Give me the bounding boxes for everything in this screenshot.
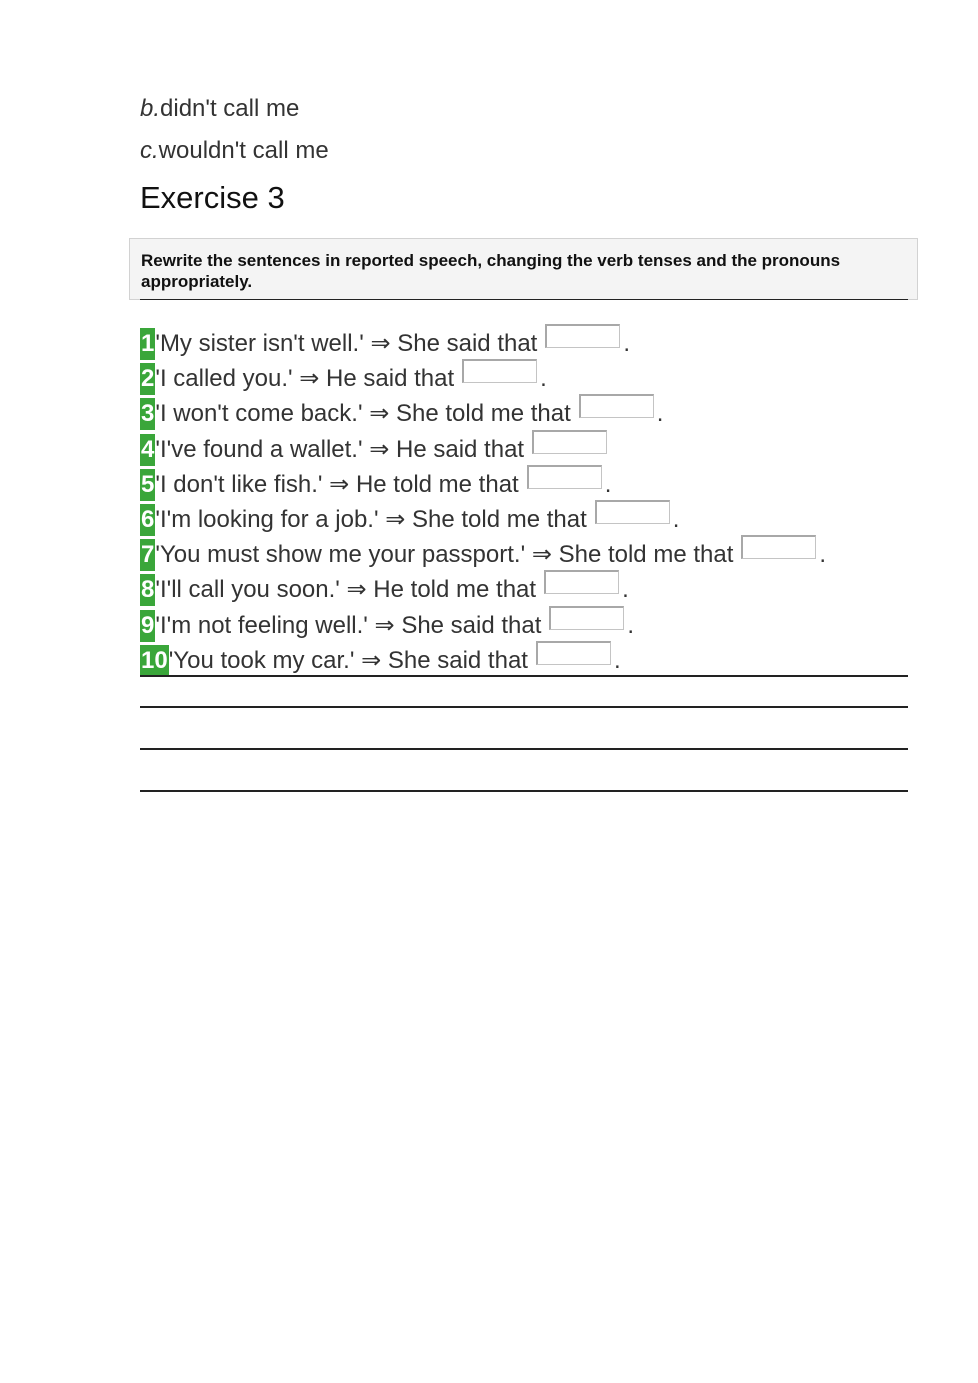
option-text: didn't call me	[160, 95, 300, 122]
answer-input[interactable]	[536, 641, 611, 665]
exercise-title: Exercise 3	[140, 180, 285, 215]
answer-input[interactable]	[549, 606, 624, 630]
answer-input[interactable]	[544, 570, 619, 594]
item-number-badge: 6	[140, 504, 155, 536]
exercise-item-3	[140, 398, 908, 433]
exercise-list	[140, 328, 908, 680]
exercise-item-6	[140, 504, 908, 539]
exercise-item-1	[140, 328, 908, 363]
answer-option-b	[140, 95, 299, 123]
writing-line	[140, 675, 908, 677]
answer-input[interactable]	[532, 430, 607, 454]
item-number-badge: 10	[140, 645, 169, 677]
answer-input[interactable]	[741, 535, 816, 559]
exercise-item-2	[140, 363, 908, 398]
item-prompt: 'My sister isn't well.' ⇒ She said that	[155, 330, 538, 357]
item-prompt: 'I'm not feeling well.' ⇒ She said that	[155, 611, 542, 639]
item-prompt: 'I don't like fish.' ⇒ He told me that	[155, 470, 519, 498]
exercise-item-7	[140, 539, 908, 574]
writing-line	[140, 706, 908, 708]
sentence-end: .	[672, 505, 680, 533]
sentence-end: .	[613, 646, 621, 674]
item-number-badge: 2	[140, 363, 155, 395]
sentence-end: .	[540, 365, 547, 393]
sentence-end: .	[623, 330, 631, 357]
item-number-badge: 5	[140, 469, 155, 501]
item-prompt: 'I'm looking for a job.' ⇒ She told me that	[155, 505, 587, 533]
sentence-end: .	[604, 470, 612, 498]
writing-line	[140, 748, 908, 750]
item-prompt: 'I won't come back.' ⇒ She told me that	[155, 400, 571, 428]
instructions-text: Rewrite the sentences in reported speech, changing the verb tenses and the pronouns appropriately.	[141, 251, 841, 291]
option-letter: c.	[140, 137, 159, 164]
writing-line	[140, 790, 908, 792]
option-text: wouldn't call me	[158, 137, 329, 164]
sentence-end: .	[627, 611, 635, 639]
item-prompt: 'I'll call you soon.' ⇒ He told me that	[155, 576, 537, 604]
item-prompt: 'You must show me your passport.' ⇒ She told me that	[155, 541, 734, 569]
answer-input[interactable]	[545, 324, 620, 348]
exercise-item-5	[140, 469, 908, 504]
option-letter: b.	[140, 95, 161, 122]
exercise-item-4	[140, 434, 908, 469]
item-number-badge: 4	[140, 434, 155, 466]
answer-input[interactable]	[527, 465, 602, 489]
answer-option-c	[140, 137, 329, 165]
instructions-box	[129, 238, 918, 300]
sentence-end: .	[819, 541, 827, 569]
item-prompt: 'You took my car.' ⇒ She said that	[168, 646, 528, 674]
item-number-badge: 7	[140, 539, 155, 571]
item-prompt: 'I called you.' ⇒ He said that	[155, 365, 455, 393]
exercise-item-8	[140, 574, 908, 609]
instructions-divider	[140, 299, 908, 300]
item-prompt: 'I've found a wallet.' ⇒ He said that	[155, 435, 525, 463]
exercise-item-9	[140, 610, 908, 645]
sentence-end: .	[656, 400, 664, 428]
item-number-badge: 3	[140, 398, 155, 430]
sentence-end: .	[622, 576, 629, 604]
item-number-badge: 9	[140, 610, 155, 642]
item-number-badge: 8	[140, 574, 155, 606]
answer-input[interactable]	[462, 359, 537, 383]
answer-input[interactable]	[595, 500, 670, 524]
answer-input[interactable]	[579, 394, 654, 418]
item-number-badge: 1	[140, 328, 155, 360]
